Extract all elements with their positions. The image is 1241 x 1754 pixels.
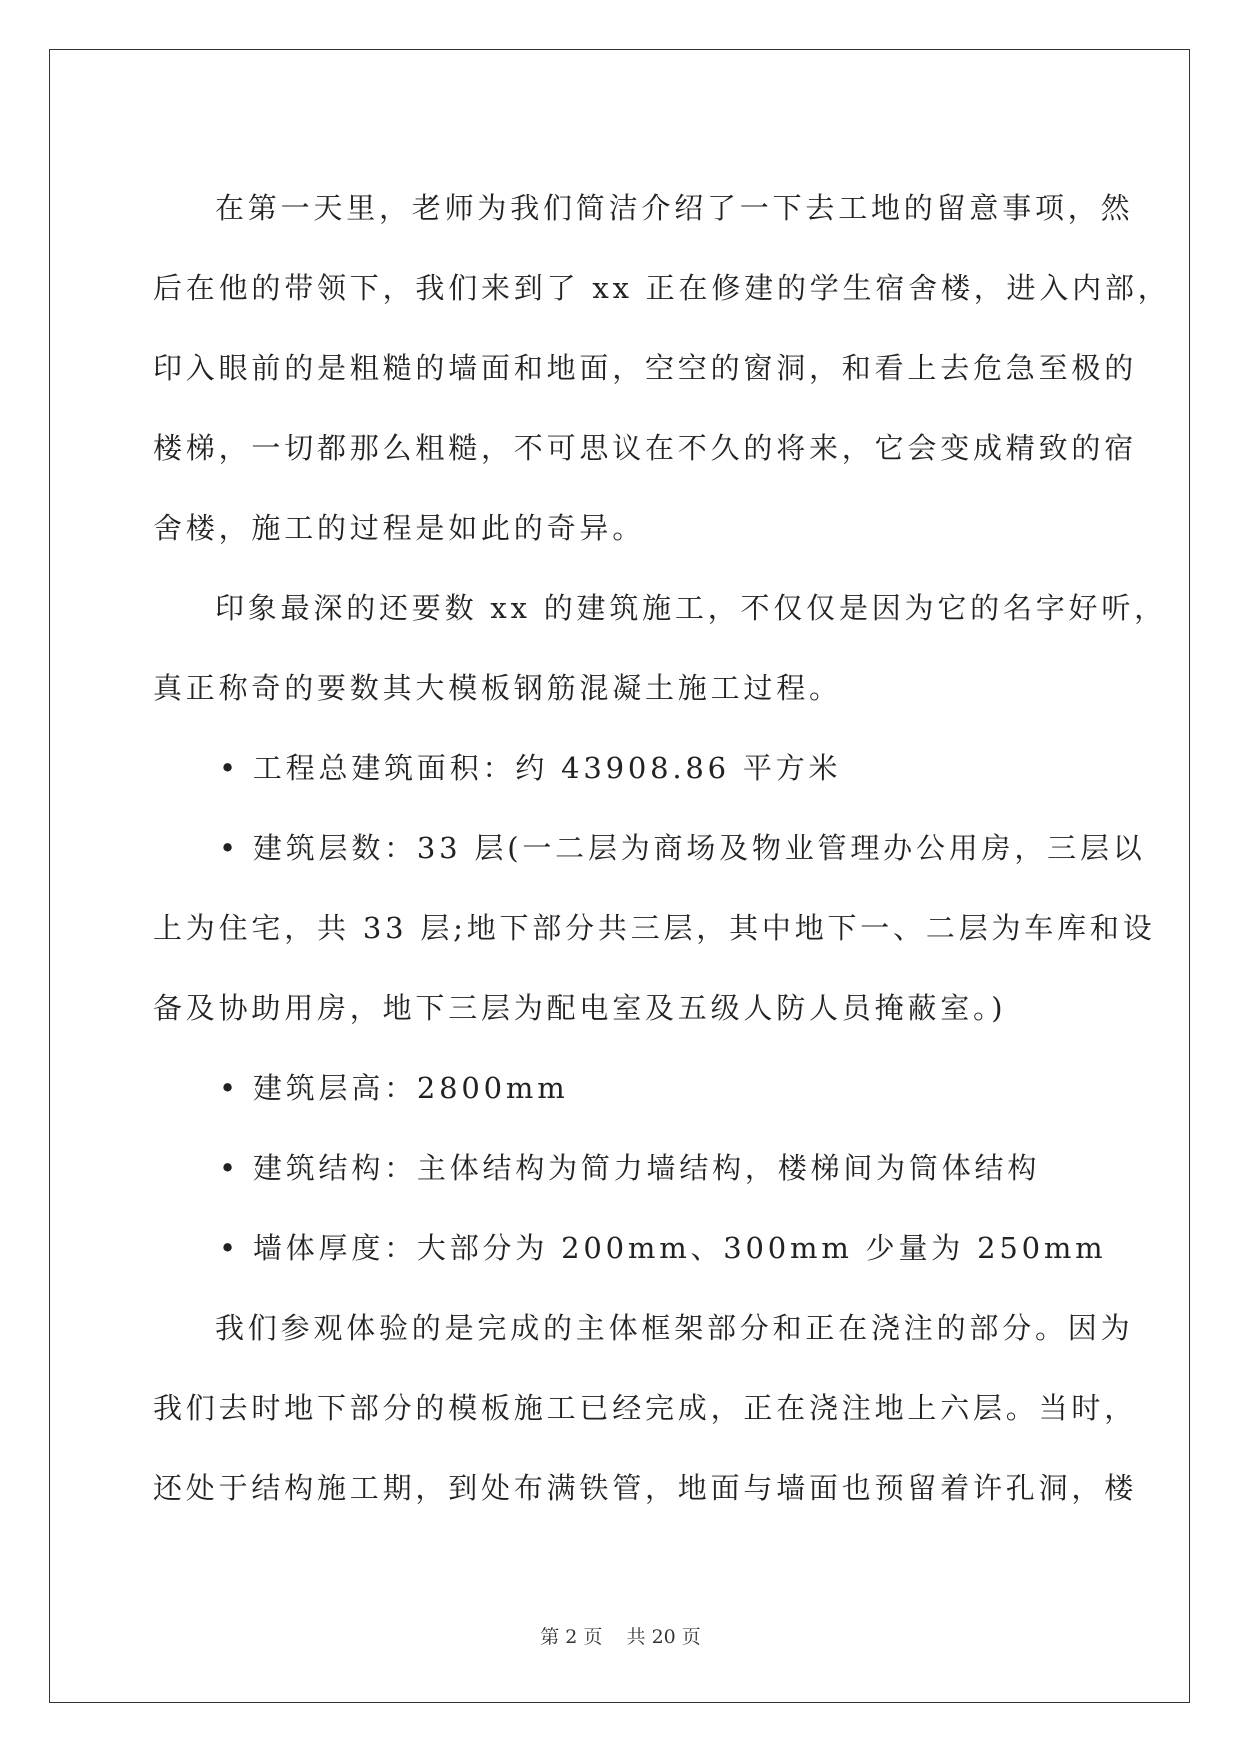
text-line: 在第一天里，老师为我们简洁介绍了一下去工地的留意事项，然 (215, 191, 1134, 225)
text-line: 后在他的带领下，我们来到了 xx 正在修建的学生宿舍楼，进入内部， (153, 271, 1171, 305)
bullet-item: • 建筑层数：33 层(一二层为商场及物业管理办公用房，三层以 (219, 831, 1146, 865)
text-line: 我们参观体验的是完成的主体框架部分和正在浇注的部分。因为 (215, 1311, 1134, 1345)
text-line: 还处于结构施工期，到处布满铁管，地面与墙面也预留着许孔洞，楼 (153, 1471, 1138, 1505)
text-line: 上为住宅，共 33 层;地下部分共三层，其中地下一、二层为车库和设 (153, 911, 1156, 945)
text-line: 楼梯，一切都那么粗糙，不可思议在不久的将来，它会变成精致的宿 (153, 431, 1138, 465)
page-number: 第 2 页 共 20 页 (540, 1626, 701, 1648)
text-line: 真正称奇的要数其大模板钢筋混凝土施工过程。 (153, 671, 842, 705)
bullet-floor-height (153, 1048, 1088, 1128)
text-line: 印入眼前的是粗糙的墙面和地面，空空的窗洞，和看上去危急至极的 (153, 351, 1138, 385)
bullet-wall-thickness (153, 1208, 1107, 1288)
bullet-item: • 建筑层高：2800mm (219, 1071, 569, 1105)
text-line: 印象最深的还要数 xx 的建筑施工，不仅仅是因为它的名字好听， (215, 591, 1167, 625)
text-line: 我们去时地下部分的模板施工已经完成，正在浇注地上六层。当时， (153, 1391, 1138, 1425)
bullet-total-area (153, 728, 1088, 808)
page-footer (0, 1622, 1241, 1649)
bullet-item: • 工程总建筑面积：约 43908.86 平方米 (219, 751, 842, 785)
bullet-floors (153, 808, 1156, 1048)
bullet-structure (153, 1128, 1088, 1208)
text-line: 舍楼，施工的过程是如此的奇异。 (153, 511, 646, 545)
paragraph-first-day (153, 168, 1171, 568)
bullet-item: • 建筑结构：主体结构为简力墙结构，楼梯间为筒体结构 (219, 1151, 1041, 1185)
bullet-item: • 墙体厚度：大部分为 200mm、300mm 少量为 250mm (219, 1231, 1107, 1265)
text-line: 备及协助用房，地下三层为配电室及五级人防人员掩蔽室。) (153, 991, 1007, 1025)
paragraph-impression (153, 568, 1167, 728)
paragraph-visit (153, 1288, 1138, 1528)
document-body (153, 168, 1171, 1528)
